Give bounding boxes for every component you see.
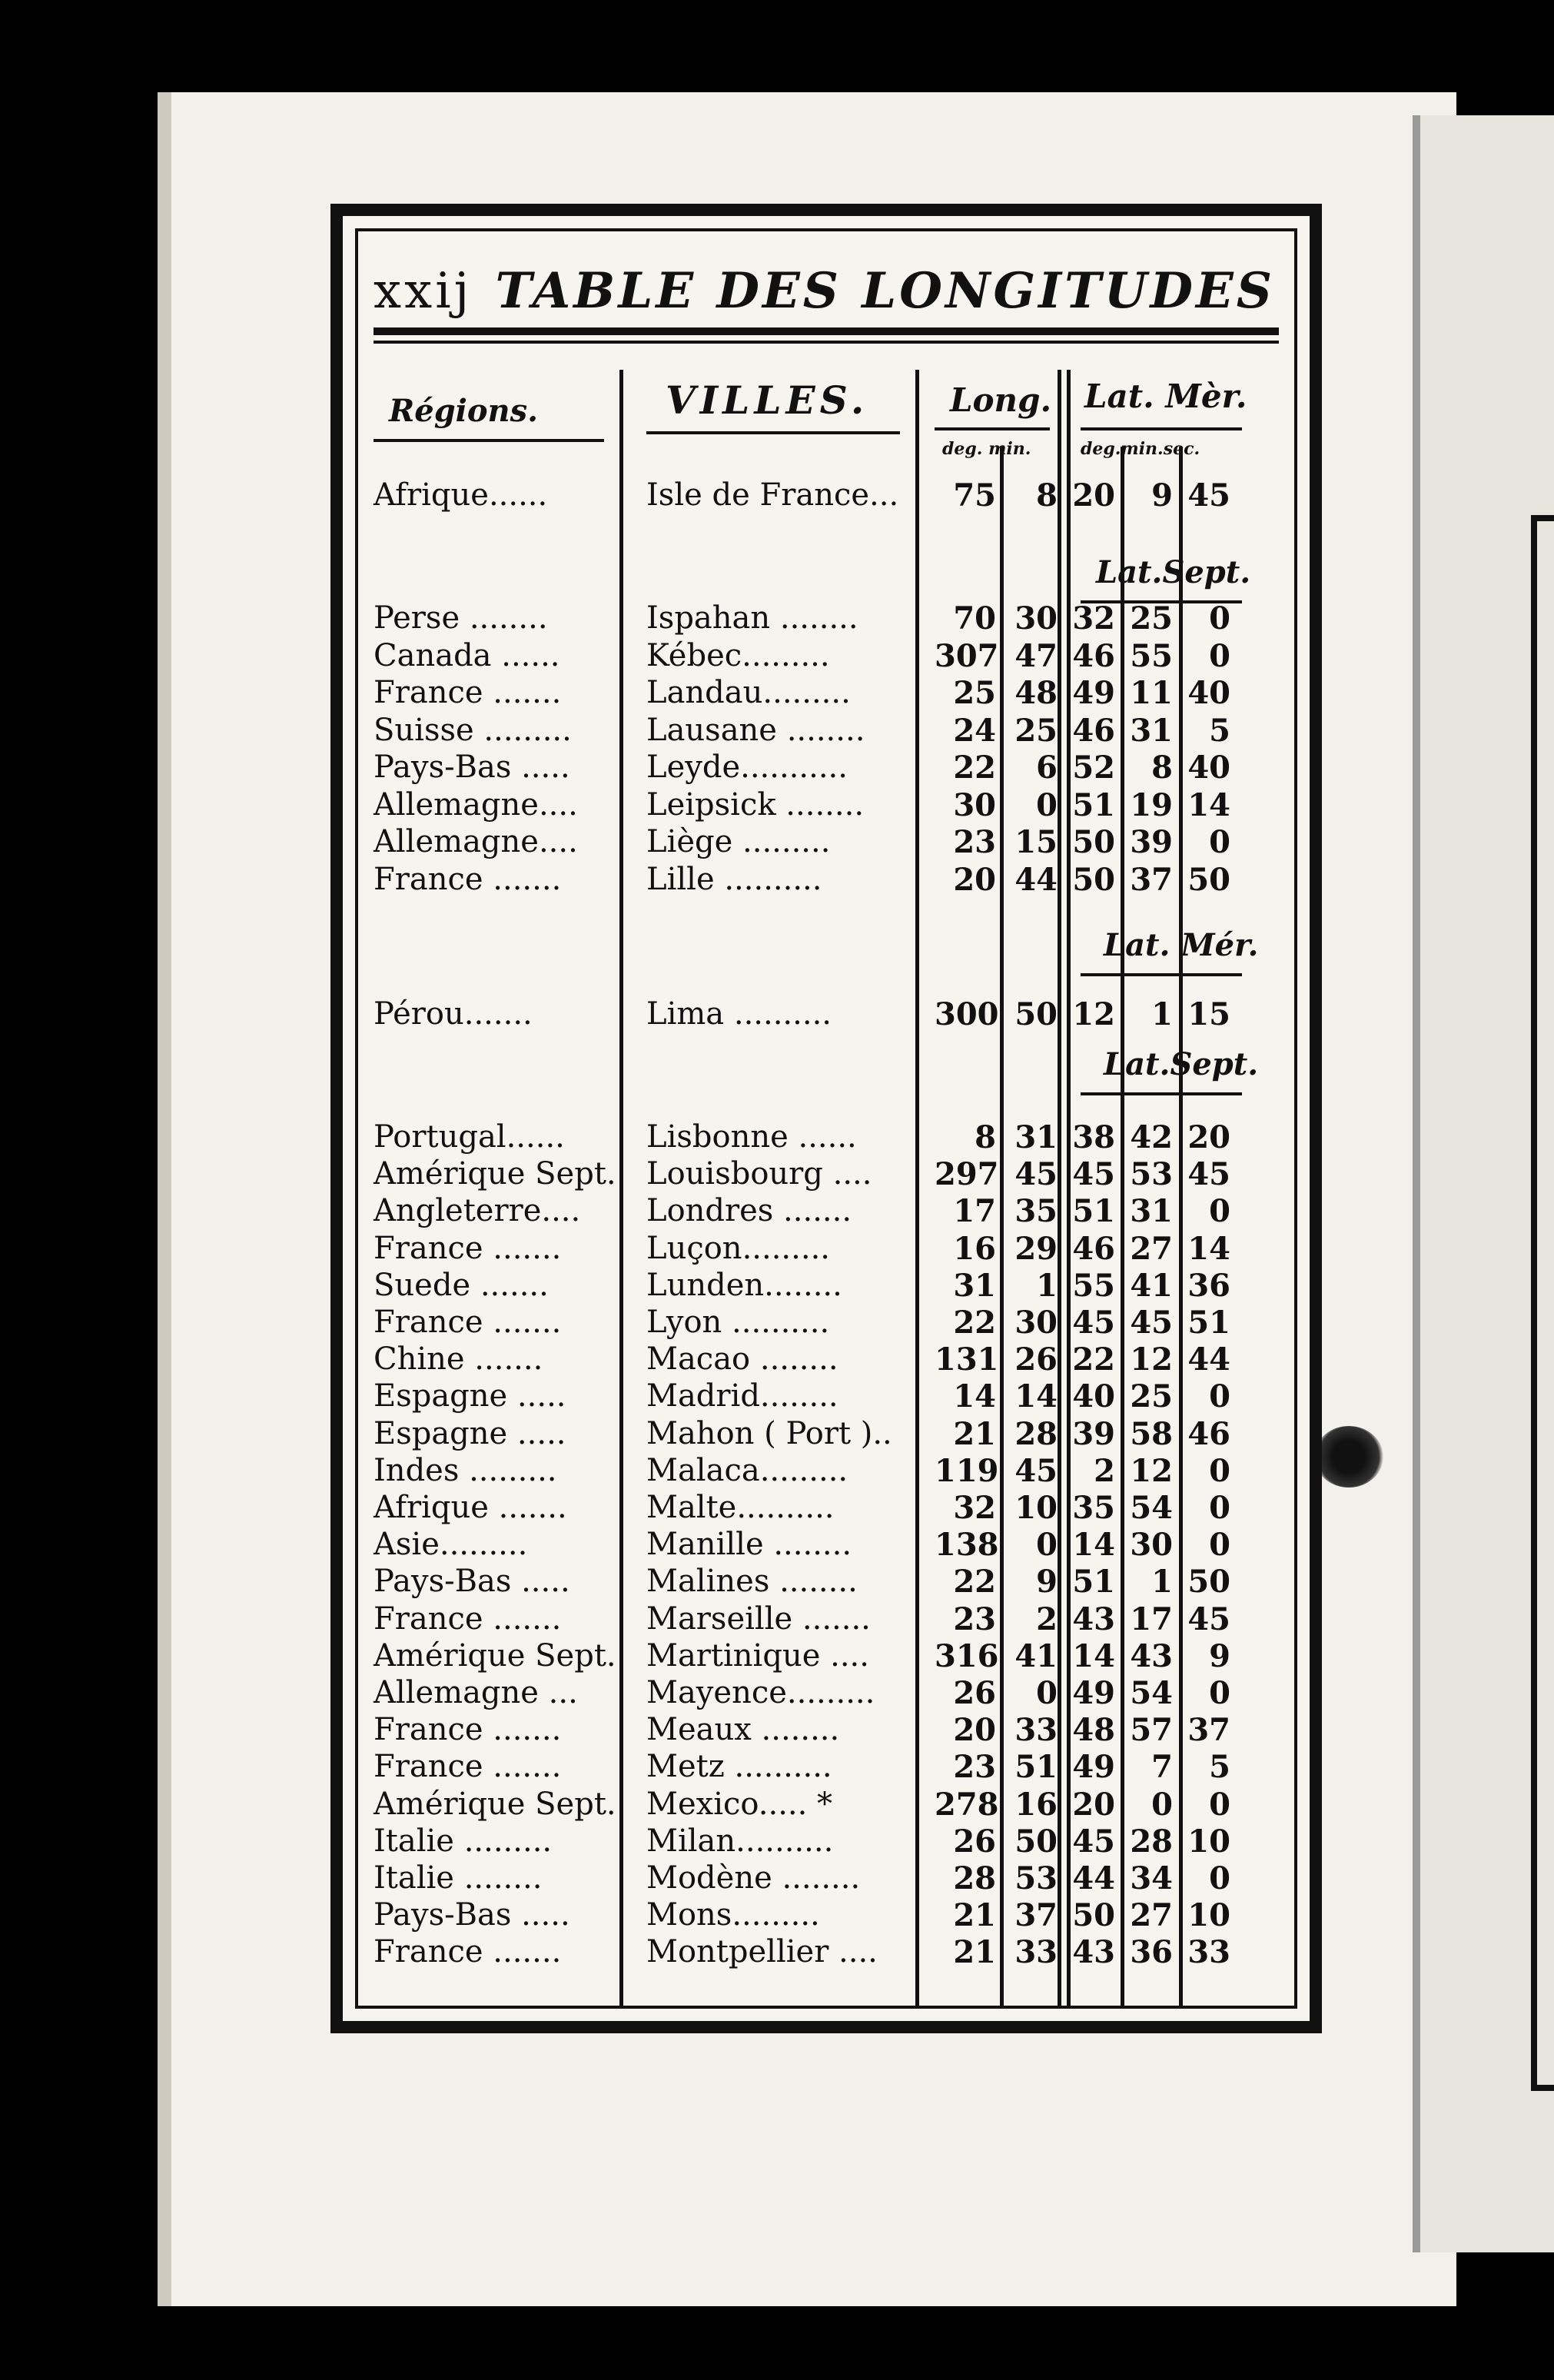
latitude-seconds: 0 xyxy=(1209,1860,1230,1896)
longitude-degrees: 300 xyxy=(935,996,999,1032)
city-name: Mexico..... * xyxy=(646,1786,833,1822)
latitude-degrees: 49 xyxy=(1072,1749,1115,1786)
latitude-degrees: 40 xyxy=(1072,1378,1115,1415)
latitude-minutes: 45 xyxy=(1130,1305,1173,1341)
region-name: Canada ...... xyxy=(374,637,560,673)
latitude-degrees: 43 xyxy=(1072,1601,1115,1637)
city-name: Macao ........ xyxy=(646,1341,838,1378)
latitude-minutes: 30 xyxy=(1130,1527,1173,1564)
latitude-seconds: 0 xyxy=(1209,1527,1230,1564)
longitude-minutes: 41 xyxy=(1014,1637,1058,1674)
region-name: France ....... xyxy=(374,1305,562,1340)
longitude-degrees: 21 xyxy=(953,1415,996,1452)
latitude-seconds: 45 xyxy=(1187,477,1230,514)
table-row xyxy=(343,1305,1310,1341)
longitude-minutes: 33 xyxy=(1014,1934,1058,1971)
longitude-minutes: 10 xyxy=(1014,1490,1058,1526)
longitude-degrees: 307 xyxy=(935,637,999,674)
longitude-degrees: 30 xyxy=(953,786,996,823)
latitude-minutes: 7 xyxy=(1151,1749,1173,1786)
lat-units: deg.min.sec. xyxy=(1081,439,1200,459)
longitude-degrees: 22 xyxy=(953,1305,996,1341)
latitude-minutes: 8 xyxy=(1151,750,1173,786)
latitude-minutes: 17 xyxy=(1130,1601,1173,1637)
table-row xyxy=(343,1638,1310,1675)
latitude-minutes: 1 xyxy=(1151,1564,1173,1601)
latitude-seconds: 50 xyxy=(1187,861,1230,898)
longitude-minutes: 0 xyxy=(1036,1527,1058,1564)
latitude-seconds: 45 xyxy=(1187,1601,1230,1637)
longitude-degrees: 25 xyxy=(953,675,996,711)
latitude-minutes: 1 xyxy=(1151,996,1173,1032)
latitude-degrees: 12 xyxy=(1072,996,1115,1032)
region-name: Amérique Sept. xyxy=(374,1637,616,1674)
table-row xyxy=(343,1193,1310,1230)
latitude-degrees: 35 xyxy=(1072,1490,1115,1526)
latitude-degrees: 52 xyxy=(1072,750,1115,786)
latitude-seconds: 0 xyxy=(1209,1490,1230,1526)
header-rule-long xyxy=(935,427,1050,430)
latitude-degrees: 22 xyxy=(1072,1341,1115,1378)
latitude-minutes: 31 xyxy=(1130,1193,1173,1230)
region-name: France ....... xyxy=(374,1712,562,1748)
latitude-seconds: 14 xyxy=(1187,786,1230,823)
longitude-degrees: 14 xyxy=(953,1378,996,1415)
region-name: France ....... xyxy=(374,861,562,897)
latitude-seconds: 0 xyxy=(1209,824,1230,860)
longitude-degrees: 75 xyxy=(953,477,996,514)
lat-sept-label-1: Lat.Sept. xyxy=(1096,554,1251,590)
city-name: Malines ........ xyxy=(646,1564,858,1600)
region-name: Pays-Bas ..... xyxy=(374,1897,570,1933)
header-rule-regions xyxy=(374,439,604,442)
longitude-minutes: 6 xyxy=(1036,750,1058,786)
latitude-minutes: 34 xyxy=(1130,1860,1173,1896)
longitude-degrees: 23 xyxy=(953,824,996,860)
latitude-seconds: 0 xyxy=(1209,1452,1230,1489)
longitude-degrees: 23 xyxy=(953,1601,996,1637)
table-row xyxy=(343,1823,1310,1860)
header-regions: Régions. xyxy=(389,393,539,429)
region-name: France ....... xyxy=(374,1749,562,1785)
latitude-degrees: 51 xyxy=(1072,1193,1115,1230)
latitude-degrees: 43 xyxy=(1072,1934,1115,1971)
latitude-seconds: 44 xyxy=(1187,1341,1230,1378)
city-name: Marseille ....... xyxy=(646,1601,871,1637)
latitude-degrees: 49 xyxy=(1072,1675,1115,1711)
longitude-degrees: 31 xyxy=(953,1267,996,1304)
lat-mer-label-2: Lat. Mér. xyxy=(1104,927,1259,963)
table-row xyxy=(343,1231,1310,1268)
table-row xyxy=(343,1490,1310,1527)
city-name: Kébec......... xyxy=(646,637,830,673)
region-name: Asie......... xyxy=(374,1527,528,1563)
longitude-minutes: 35 xyxy=(1014,1193,1058,1230)
city-name: Madrid........ xyxy=(646,1378,838,1414)
latitude-degrees: 45 xyxy=(1072,1156,1115,1193)
longitude-minutes: 29 xyxy=(1014,1230,1058,1267)
city-name: Modène ........ xyxy=(646,1860,861,1896)
table-row xyxy=(343,1453,1310,1490)
longitude-degrees: 21 xyxy=(953,1934,996,1971)
longitude-degrees: 23 xyxy=(953,1749,996,1786)
city-name: Lausane ........ xyxy=(646,712,865,748)
table-row xyxy=(343,713,1310,750)
city-name: Mahon ( Port ).. xyxy=(646,1415,892,1451)
long-units: deg. min. xyxy=(942,439,1031,459)
longitude-degrees: 16 xyxy=(953,1230,996,1267)
latitude-seconds: 46 xyxy=(1187,1415,1230,1452)
region-name: Afrique...... xyxy=(374,477,548,513)
table-row xyxy=(343,996,1310,1033)
longitude-minutes: 33 xyxy=(1014,1712,1058,1749)
table-row xyxy=(343,1378,1310,1415)
longitude-degrees: 119 xyxy=(935,1452,999,1489)
longitude-degrees: 26 xyxy=(953,1675,996,1711)
longitude-degrees: 70 xyxy=(953,600,996,637)
region-name: France ....... xyxy=(374,1934,562,1970)
table-row xyxy=(343,1934,1310,1971)
header-rule-villes xyxy=(646,431,900,434)
longitude-minutes: 30 xyxy=(1014,600,1058,637)
table-frame xyxy=(330,204,1322,2033)
latitude-degrees: 51 xyxy=(1072,1564,1115,1601)
latitude-minutes: 27 xyxy=(1130,1230,1173,1267)
latitude-minutes: 9 xyxy=(1151,477,1173,514)
latitude-seconds: 40 xyxy=(1187,675,1230,711)
longitude-degrees: 22 xyxy=(953,1564,996,1601)
latitude-seconds: 20 xyxy=(1187,1119,1230,1155)
header-rule-lat xyxy=(1081,427,1242,430)
header-longitude: Long. xyxy=(950,381,1052,419)
table-row xyxy=(343,787,1310,824)
longitude-degrees: 26 xyxy=(953,1823,996,1860)
city-name: Londres ....... xyxy=(646,1193,852,1229)
latitude-minutes: 53 xyxy=(1130,1156,1173,1193)
region-name: Suisse ......... xyxy=(374,712,572,748)
longitude-minutes: 14 xyxy=(1014,1378,1058,1415)
city-name: Mayence......... xyxy=(646,1675,875,1710)
table-row xyxy=(343,1156,1310,1193)
city-name: Malte.......... xyxy=(646,1490,835,1525)
latitude-minutes: 36 xyxy=(1130,1934,1173,1971)
latitude-seconds: 37 xyxy=(1187,1712,1230,1749)
city-name: Lisbonne ...... xyxy=(646,1119,857,1155)
latitude-minutes: 11 xyxy=(1130,675,1173,711)
latitude-seconds: 10 xyxy=(1187,1823,1230,1860)
longitude-minutes: 8 xyxy=(1036,477,1058,514)
region-name: Italie ......... xyxy=(374,1823,553,1859)
region-name: France ....... xyxy=(374,1601,562,1637)
city-name: Landau......... xyxy=(646,675,851,710)
longitude-minutes: 1 xyxy=(1036,1267,1058,1304)
city-name: Leyde........... xyxy=(646,750,848,785)
table-row xyxy=(343,750,1310,786)
longitude-minutes: 51 xyxy=(1014,1749,1058,1786)
latitude-seconds: 0 xyxy=(1209,1193,1230,1230)
region-name: Pérou....... xyxy=(374,996,533,1032)
latitude-seconds: 9 xyxy=(1209,1637,1230,1674)
region-name: France ....... xyxy=(374,1230,562,1266)
city-name: Mons......... xyxy=(646,1897,820,1933)
latitude-degrees: 20 xyxy=(1072,1786,1115,1823)
longitude-degrees: 28 xyxy=(953,1860,996,1896)
latitude-minutes: 54 xyxy=(1130,1490,1173,1526)
longitude-minutes: 30 xyxy=(1014,1305,1058,1341)
longitude-minutes: 25 xyxy=(1014,712,1058,749)
city-name: Malaca......... xyxy=(646,1452,848,1488)
city-name: Metz .......... xyxy=(646,1749,832,1785)
longitude-degrees: 138 xyxy=(935,1527,999,1564)
latitude-minutes: 42 xyxy=(1130,1119,1173,1155)
latitude-degrees: 49 xyxy=(1072,675,1115,711)
city-name: Lille .......... xyxy=(646,861,822,897)
region-name: Allemagne ... xyxy=(374,1675,578,1710)
city-name: Montpellier .... xyxy=(646,1934,878,1970)
latitude-seconds: 50 xyxy=(1187,1564,1230,1601)
latitude-seconds: 15 xyxy=(1187,996,1230,1032)
latitude-seconds: 33 xyxy=(1187,1934,1230,1971)
latitude-seconds: 40 xyxy=(1187,750,1230,786)
latitude-minutes: 41 xyxy=(1130,1267,1173,1304)
table-row xyxy=(343,477,1310,514)
longitude-degrees: 24 xyxy=(953,712,996,749)
table-row xyxy=(343,824,1310,861)
latitude-degrees: 46 xyxy=(1072,1230,1115,1267)
table-title: TABLE DES LONGITUDES xyxy=(495,262,1275,320)
city-name: Ispahan ........ xyxy=(646,600,858,636)
latitude-degrees: 55 xyxy=(1072,1267,1115,1304)
table-row xyxy=(343,1341,1310,1378)
latitude-minutes: 12 xyxy=(1130,1341,1173,1378)
region-name: Allemagne.... xyxy=(374,824,578,859)
latitude-minutes: 12 xyxy=(1130,1452,1173,1489)
region-name: Espagne ..... xyxy=(374,1378,566,1414)
longitude-minutes: 45 xyxy=(1014,1156,1058,1193)
longitude-minutes: 16 xyxy=(1014,1786,1058,1823)
lat-sept-label-2: Lat.Sept. xyxy=(1104,1046,1259,1082)
region-name: Afrique ....... xyxy=(374,1490,567,1525)
latitude-degrees: 44 xyxy=(1072,1860,1115,1896)
city-name: Lima .......... xyxy=(646,996,832,1032)
latitude-seconds: 36 xyxy=(1187,1267,1230,1304)
latitude-degrees: 50 xyxy=(1072,824,1115,860)
table-row xyxy=(343,1416,1310,1453)
latitude-minutes: 19 xyxy=(1130,786,1173,823)
longitude-degrees: 20 xyxy=(953,1712,996,1749)
latitude-minutes: 28 xyxy=(1130,1823,1173,1860)
table-row xyxy=(343,1749,1310,1786)
facing-page-edge xyxy=(1413,115,1554,2252)
region-name: Angleterre.... xyxy=(374,1193,581,1229)
longitude-minutes: 45 xyxy=(1014,1452,1058,1489)
region-name: Pays-Bas ..... xyxy=(374,750,570,785)
longitude-degrees: 22 xyxy=(953,750,996,786)
longitude-minutes: 15 xyxy=(1014,824,1058,860)
facing-page-frame xyxy=(1531,515,1554,2091)
city-name: Liège ......... xyxy=(646,824,831,859)
longitude-minutes: 28 xyxy=(1014,1415,1058,1452)
longitude-minutes: 26 xyxy=(1014,1341,1058,1378)
region-name: Perse ........ xyxy=(374,600,548,636)
longitude-degrees: 21 xyxy=(953,1897,996,1934)
table-row xyxy=(343,1268,1310,1305)
table-row xyxy=(343,600,1310,637)
city-name: Louisbourg .... xyxy=(646,1156,872,1192)
longitude-degrees: 131 xyxy=(935,1341,999,1378)
city-name: Lyon .......... xyxy=(646,1305,830,1340)
city-name: Leipsick ........ xyxy=(646,786,865,823)
latitude-seconds: 10 xyxy=(1187,1897,1230,1934)
longitude-minutes: 50 xyxy=(1014,996,1058,1032)
table-row xyxy=(343,1787,1310,1823)
region-name: Espagne ..... xyxy=(374,1415,566,1451)
longitude-minutes: 48 xyxy=(1014,675,1058,711)
title-rule-thin xyxy=(374,341,1279,344)
region-name: Indes ......... xyxy=(374,1452,557,1488)
table-row xyxy=(343,1860,1310,1897)
table-row xyxy=(343,638,1310,675)
region-name: France ....... xyxy=(374,675,562,710)
longitude-minutes: 2 xyxy=(1036,1601,1058,1637)
latitude-degrees: 48 xyxy=(1072,1712,1115,1749)
latitude-minutes: 0 xyxy=(1151,1786,1173,1823)
region-name: Allemagne.... xyxy=(374,786,578,823)
lat-mer-rule-2 xyxy=(1081,973,1242,976)
latitude-minutes: 58 xyxy=(1130,1415,1173,1452)
latitude-minutes: 25 xyxy=(1130,600,1173,637)
city-name: Manille ........ xyxy=(646,1527,852,1563)
latitude-degrees: 45 xyxy=(1072,1823,1115,1860)
latitude-minutes: 37 xyxy=(1130,861,1173,898)
latitude-minutes: 43 xyxy=(1130,1637,1173,1674)
folio-number: xxij xyxy=(374,263,473,320)
latitude-minutes: 25 xyxy=(1130,1378,1173,1415)
latitude-minutes: 57 xyxy=(1130,1712,1173,1749)
table-row xyxy=(343,1119,1310,1156)
latitude-minutes: 54 xyxy=(1130,1675,1173,1711)
table-row xyxy=(343,1601,1310,1638)
longitude-degrees: 17 xyxy=(953,1193,996,1230)
latitude-seconds: 45 xyxy=(1187,1156,1230,1193)
region-name: Pays-Bas ..... xyxy=(374,1564,570,1600)
table-row xyxy=(343,1675,1310,1712)
table-row xyxy=(343,862,1310,899)
latitude-seconds: 5 xyxy=(1209,1749,1230,1786)
latitude-degrees: 14 xyxy=(1072,1527,1115,1564)
longitude-minutes: 44 xyxy=(1014,861,1058,898)
table-row xyxy=(343,1564,1310,1601)
longitude-degrees: 32 xyxy=(953,1490,996,1526)
latitude-seconds: 14 xyxy=(1187,1230,1230,1267)
region-name: Chine ....... xyxy=(374,1341,543,1378)
longitude-minutes: 9 xyxy=(1036,1564,1058,1601)
latitude-degrees: 50 xyxy=(1072,861,1115,898)
city-name: Milan.......... xyxy=(646,1823,834,1859)
longitude-degrees: 278 xyxy=(935,1786,999,1823)
latitude-degrees: 51 xyxy=(1072,786,1115,823)
longitude-minutes: 0 xyxy=(1036,1675,1058,1711)
latitude-degrees: 32 xyxy=(1072,600,1115,637)
latitude-seconds: 0 xyxy=(1209,1378,1230,1415)
latitude-seconds: 0 xyxy=(1209,1675,1230,1711)
longitude-minutes: 53 xyxy=(1014,1860,1058,1896)
city-name: Meaux ........ xyxy=(646,1712,840,1748)
latitude-degrees: 45 xyxy=(1072,1305,1115,1341)
latitude-minutes: 31 xyxy=(1130,712,1173,749)
longitude-degrees: 316 xyxy=(935,1637,999,1674)
latitude-seconds: 0 xyxy=(1209,637,1230,674)
latitude-seconds: 5 xyxy=(1209,712,1230,749)
table-row xyxy=(343,1712,1310,1749)
longitude-minutes: 47 xyxy=(1014,637,1058,674)
city-name: Lunden........ xyxy=(646,1267,842,1303)
latitude-minutes: 55 xyxy=(1130,637,1173,674)
latitude-minutes: 27 xyxy=(1130,1897,1173,1934)
latitude-degrees: 2 xyxy=(1094,1452,1115,1489)
latitude-degrees: 39 xyxy=(1072,1415,1115,1452)
longitude-minutes: 31 xyxy=(1014,1119,1058,1155)
region-name: Amérique Sept. xyxy=(374,1156,616,1192)
page-title xyxy=(374,262,1275,320)
table-row xyxy=(343,1897,1310,1934)
latitude-seconds: 51 xyxy=(1187,1305,1230,1341)
title-rule-thick xyxy=(374,327,1279,335)
table-row xyxy=(343,1527,1310,1564)
longitude-minutes: 0 xyxy=(1036,786,1058,823)
header-villes: VILLES. xyxy=(666,377,869,423)
region-name: Portugal...... xyxy=(374,1119,565,1155)
latitude-seconds: 0 xyxy=(1209,600,1230,637)
city-name: Luçon......... xyxy=(646,1230,831,1266)
city-name: Isle de France... xyxy=(646,477,899,513)
region-name: Italie ........ xyxy=(374,1860,543,1896)
longitude-degrees: 297 xyxy=(935,1156,999,1193)
latitude-degrees: 38 xyxy=(1072,1119,1115,1155)
longitude-degrees: 8 xyxy=(975,1119,996,1155)
lat-sept-rule-2 xyxy=(1081,1092,1242,1095)
table-row xyxy=(343,675,1310,712)
latitude-degrees: 14 xyxy=(1072,1637,1115,1674)
latitude-minutes: 39 xyxy=(1130,824,1173,860)
latitude-degrees: 50 xyxy=(1072,1897,1115,1934)
city-name: Martinique .... xyxy=(646,1637,869,1674)
longitude-minutes: 37 xyxy=(1014,1897,1058,1934)
longitude-degrees: 20 xyxy=(953,861,996,898)
region-name: Suede ....... xyxy=(374,1267,549,1303)
latitude-degrees: 46 xyxy=(1072,712,1115,749)
region-name: Amérique Sept. xyxy=(374,1786,616,1822)
latitude-degrees: 20 xyxy=(1072,477,1115,514)
latitude-seconds: 0 xyxy=(1209,1786,1230,1823)
ink-stain xyxy=(1314,1426,1383,1488)
header-latitude: Lat. Mèr. xyxy=(1084,377,1247,415)
latitude-degrees: 46 xyxy=(1072,637,1115,674)
longitude-minutes: 50 xyxy=(1014,1823,1058,1860)
